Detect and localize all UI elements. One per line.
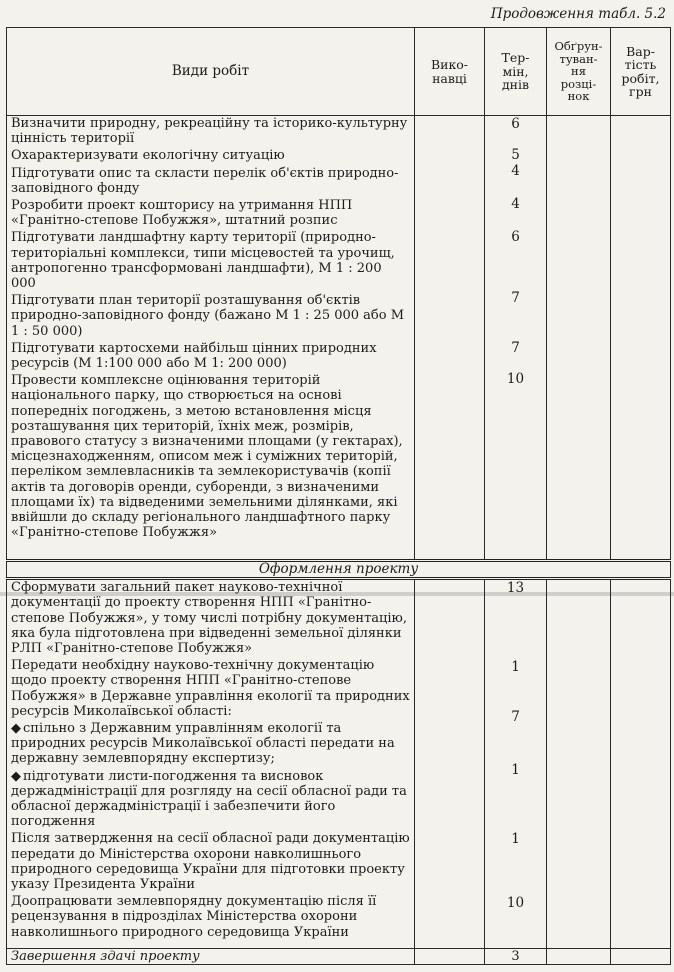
task-item: Розробити проект кошторису на утримання НПП «Гранітно-степове Побужжя», штатний розпис [11,198,353,229]
days-value: 4 [511,163,520,179]
header-row [7,28,671,116]
diamond-bullet-icon: ◆ [11,721,21,737]
block2-tasks [7,579,415,949]
table-caption: Продовження табл. 5.2 [490,6,666,22]
header-executors [415,28,485,116]
block1-days [485,116,547,561]
table-row [7,579,671,949]
final-task: Завершення здачі проекту [7,949,415,965]
days-value: 6 [511,229,520,245]
diamond-bullet-icon: ◆ [11,768,21,784]
block2-executors [415,579,485,949]
header-justification [547,28,611,116]
block1-tasks [7,116,415,561]
task-item: Провести комплексне оцінювання територій національного парку, що створюється на основі попередніх погоджень, з метою встановлення місця розташування цих територій, їхніх меж, розмірів, правового статусу з визначеними площами (у гектарах), місцезнаходженням, описом меж і суміжних територій, переліком землевласників та землекористувачів (копії актів та договорів оренди, суборенди, з визначеними площами їх) та відведеними земельними ділянками, які ввійшли до складу регіонального ландшафтного парку «Гранітно-степове Побужжя» [11,373,403,541]
header-executors-label: Вико- навці [430,57,469,86]
header-works [7,28,415,116]
days-value: 1 [511,762,520,779]
block2-justification [547,579,611,949]
task-bullet-item [11,721,410,767]
task-item: Підготувати план території розташування об'єктів природно-заповідного фонду (бажано М 1 : 25 000 або М 1 : 50 000) [11,293,405,339]
header-works-label: Види робіт [171,62,250,79]
task-bullet-text: спільно з Державним управлінням екології та природних ресурсів Миколаївської області передати на державну землевпорядну експертизу; [11,721,395,767]
header-justification-label: Обґрун- туван- ня розці- нок [554,39,603,104]
days-value: 7 [511,340,520,356]
works-table [6,27,671,965]
task-item: Визначити природну, рекреаційну та історико-культурну цінність території [11,116,408,147]
final-executors [415,949,485,965]
table-row [7,116,671,561]
section-title: Оформлення проекту [7,561,671,579]
block1-justification [547,116,611,561]
task-item: Підготувати опис та скласти перелік об'єктів природно-заповідного фонду [11,165,399,196]
header-cost [611,28,671,116]
task-bullet-item [11,769,410,830]
days-value: 7 [511,290,520,306]
days-value: 10 [506,371,525,387]
days-value: 13 [506,580,525,597]
days-value: 6 [511,116,520,132]
header-term [485,28,547,116]
days-value: 7 [511,709,520,726]
days-value: 4 [511,196,520,212]
task-item: Після затвердження на сесії обласної ради документацію передати до Міністерства охорони навколишнього природного середовища України для підготовки проекту указу Президента України [11,831,410,893]
header-cost-label: Вар- тість робіт, грн [621,43,660,99]
block2-cost [611,579,671,949]
section-row [7,561,671,579]
days-value: 1 [511,831,520,848]
days-value: 1 [511,659,520,676]
task-item: Охарактеризувати екологічну ситуацію [11,148,285,164]
days-value: 10 [506,895,525,912]
task-item: Сформувати загальний пакет науково-технічної документації до проекту створення НПП «Гранітно-степове Побужжя», у тому числі потрібну документацію, яка була підготовлена при відведенні земельної ділянки РЛП «Гранітно-степове Побужжя» [11,580,407,657]
task-item: Передати необхідну науково-технічну документацію щодо проекту створення НПП «Гранітно-степове Побужжя» в Державне управління екології та природних ресурсів Миколаївської області: [11,658,410,719]
final-justification [547,949,611,965]
task-bullet-text: підготувати листи-погодження та висновок держадміністрації для розгляду на сесії обласної ради та обласної держадміністрації і забезпечити його погодження [11,768,407,830]
final-row [7,949,671,965]
final-cost [611,949,671,965]
task-item: Доопрацювати землевпорядну документацію після її рецензування в підрозділах Міністерства охорони навколишнього природного середовища України [11,894,377,940]
final-days: 3 [485,949,547,965]
task-item: Підготувати картосхеми найбільш цінних природних ресурсів (М 1:100 000 або М 1: 200 000) [11,340,377,372]
block1-cost [611,116,671,561]
header-term-label: Тер- мін, днів [501,50,530,93]
days-value: 5 [511,147,520,163]
task-item: Підготувати ландшафтну карту території (природно-територіальні комплекси, типи місцевостей та урочищ, антропогенно трансформовані ландшафти), М 1 : 200 000 [11,230,395,292]
block1-executors [415,116,485,561]
block2-days [485,579,547,949]
